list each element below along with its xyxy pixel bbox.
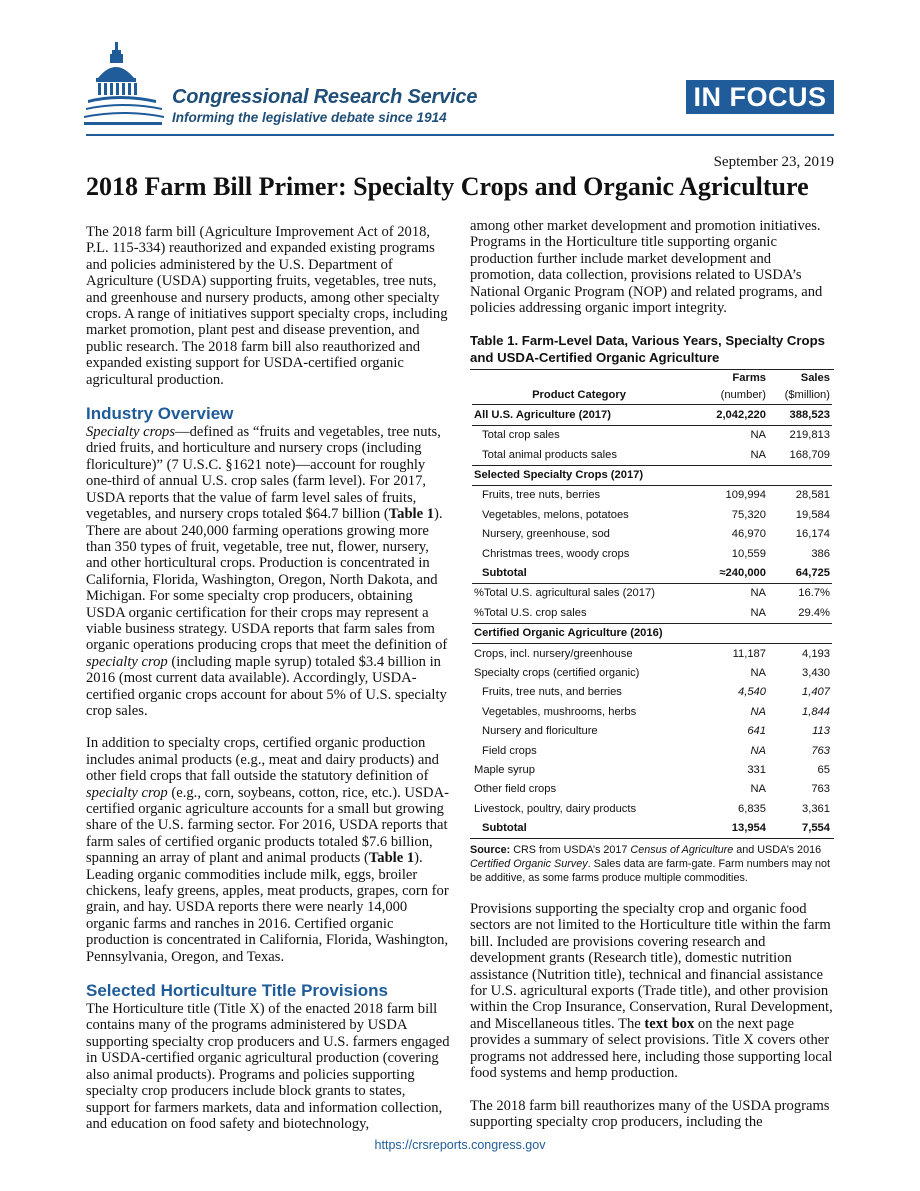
table-group-row: Selected Specialty Crops (2017)	[472, 465, 832, 485]
intro-paragraph: The 2018 farm bill (Agriculture Improvement Act of 2018, P.L. 115-334) reauthorized and expanded existing programs and policies administered by the U.S. Department of Agriculture (USDA) supporting fruits, vegetables, tree nuts, and greenhouse and nursery products, among other specialty crops. A range of initiatives support specialty crops, including market promotion, plant pest and disease prevention, and public research. The 2018 farm bill also reauthorized and expanded existing support for USDA-certified organic agricultural production.	[86, 224, 448, 388]
text-box-reference: text box	[644, 1015, 695, 1032]
table-row: Specialty crops (certified organic) NA 3,430	[474, 667, 830, 679]
table-row: Nursery, greenhouse, sod 46,970 16,174	[482, 528, 830, 541]
table-row: Other field crops NA 763	[474, 783, 830, 796]
table-row: Field crops NA 763	[482, 744, 830, 757]
table-title: Table 1. Farm-Level Data, Various Years, Specialty Crops and USDA-Certified Organic Agriculture	[470, 333, 825, 366]
table-row: Fruits, tree nuts, berries 109,994 28,581	[472, 486, 832, 506]
table-row: All U.S. Agriculture (2017) 2,042,220 388,523	[472, 405, 832, 425]
table-row: Livestock, poultry, dairy products 6,835 3,361	[474, 802, 830, 815]
crs-brand	[172, 86, 477, 125]
table-group-row: Certified Organic Agriculture (2016)	[472, 623, 832, 643]
table-1-reference: Table 1	[388, 506, 435, 523]
page-title: 2018 Farm Bill Primer: Specialty Crops and Organic Agriculture	[86, 172, 809, 201]
table-row: Fruits, tree nuts, and berries 4,540 1,407	[482, 686, 830, 699]
table-subtotal-row: Subtotal 13,954 7,554	[482, 822, 830, 835]
col-header-sales-unit: ($million)	[784, 389, 830, 402]
data-table-frame	[470, 369, 834, 839]
col-header-sales: Sales	[800, 372, 830, 385]
crs-reports-link[interactable]: https://crsreports.congress.gov	[374, 1138, 546, 1152]
section-heading-horticulture-provisions: Selected Horticulture Title Provisions	[86, 981, 388, 1001]
provisions-paragraph: Provisions supporting the specialty crop and organic food sectors are not limited to the Horticulture title within the farm bill. Included are provisions covering research and development grants (Research title), domestic nutrition assistance (Nutrition title), technical and financial assistance for U.S. agricultural exports (Trade title), and other provision within the Crop Insurance, Conservation, Rural Development, and Miscellaneous titles. The text box on the next page provides a summary of select provisions. Title X covers other programs not addressed here, including those supporting local food systems and hemp production.	[470, 901, 833, 1082]
continued-paragraph: among other market development and promotion initiatives. Programs in the Horticulture title supporting organic production further include market development and promotion, data collection, provisions related to USDA’s National Organic Program (NOP) and related programs, and policies addressing organic import integrity.	[470, 218, 823, 317]
table-row: Total animal products sales NA 168,709	[482, 448, 830, 461]
table-row: Total crop sales NA 219,813	[472, 425, 832, 445]
industry-paragraph-1: Specialty crops—defined as “fruits and vegetables, tree nuts, dried fruits, and horticulture and nursery crops (including floriculture)” (7 U.S.C. §1621 note)—account for roughly one-third of annual U.S. crop sales (farm level). For 2017, USDA reports that the value of farm level sales of fruits, vegetables, and nursery crops totaled $64.7 billion (Table 1). There are about 240,000 farming operations growing more than 350 types of fruit, vegetable, tree nut, flower, nursery, and other horticultural crops. Production is concentrated in California, Florida, Washington, Oregon, North Dakota, and Michigan. For some specialty crop producers, obtaining USDA organic certification for their crops may represent a viable business strategy. USDA reports that farm sales from organic operations producing crops that meet the definition of specialty crop (including maple syrup) totaled $3.4 billion in 2016 (most current data available). Accordingly, USDA-certified organic crops account for about 5% of U.S. specialty crop sales.	[86, 424, 448, 719]
table-row: Christmas trees, woody crops 10,559 386	[482, 547, 830, 560]
org-tagline: Informing the legislative debate since 1914	[172, 110, 447, 125]
horticulture-paragraph: The Horticulture title (Title X) of the enacted 2018 farm bill contains many of the programs administered by USDA supporting specialty crop producers and U.S. farmers engaged in USDA-certified organic agricultural production (covering also animal products). Programs and policies supporting specialty crop producers include block grants to states, support for farmers markets, data and information collection, and education on food safety and biotechnology,	[86, 1001, 450, 1132]
reauthorization-paragraph: The 2018 farm bill reauthorizes many of the USDA programs supporting specialty crop producers, including the	[470, 1097, 830, 1130]
col-header-farms: Farms	[732, 372, 766, 385]
org-name: Congressional Research Service	[172, 86, 478, 108]
in-focus-badge: IN FOCUS	[686, 80, 834, 114]
industry-paragraph-2: In addition to specialty crops, certified organic production includes animal products (e.g., meat and dairy products) and other field crops that fall outside the statutory definition of specialty crop (e.g., corn, soybeans, cotton, rice, etc.). USDA-certified organic agriculture accounts for a small but growing share of the U.S. farming sector. For 2016, USDA reports that farm sales of certified organic products totaled $7.6 billion, spanning an array of plant and animal products (Table 1). Leading organic commodities include milk, eggs, broiler chickens, leafy greens, apples, meat products, grapes, corn for grain, and hay. USDA reports there were nearly 14,000 organic farms and ranches in 2016. Certified organic production is concentrated in California, Florida, Washington, Pennsylvania, Oregon, and Texas.	[86, 735, 449, 965]
table-row: %Total U.S. agricultural sales (2017) NA 16.7%	[472, 583, 832, 603]
col-header-category: Product Category	[532, 389, 626, 402]
table-row: %Total U.S. crop sales NA 29.4%	[474, 606, 830, 619]
table-row: Maple syrup 331 65	[474, 763, 830, 776]
left-column	[86, 224, 450, 1132]
table-row: Nursery and floriculture 641 113	[482, 725, 830, 738]
col-header-farms-unit: (number)	[720, 389, 766, 402]
table-source-note: Source: CRS from USDA’s 2017 Census of Agriculture and USDA’s 2016 Certified Organic Survey. Sales data are farm-gate. Farm numbers may not be additive, as some farms produce multiple commodities.	[470, 844, 831, 885]
crs-capitol-logo-icon	[84, 42, 174, 128]
section-heading-industry-overview: Industry Overview	[86, 404, 234, 424]
publication-date: September 23, 2019	[713, 154, 834, 170]
table-1-reference: Table 1	[368, 850, 415, 867]
farm-data-table	[472, 370, 832, 838]
header-divider	[86, 134, 834, 136]
table-subtotal-row: Subtotal ≈240,000 64,725	[482, 567, 830, 580]
table-row: Vegetables, mushrooms, herbs NA 1,844	[482, 705, 830, 718]
table-row: Vegetables, melons, potatoes 75,320 19,584	[482, 508, 830, 521]
table-row: Crops, incl. nursery/greenhouse 11,187 4,193	[472, 644, 832, 664]
right-column	[470, 218, 834, 1130]
